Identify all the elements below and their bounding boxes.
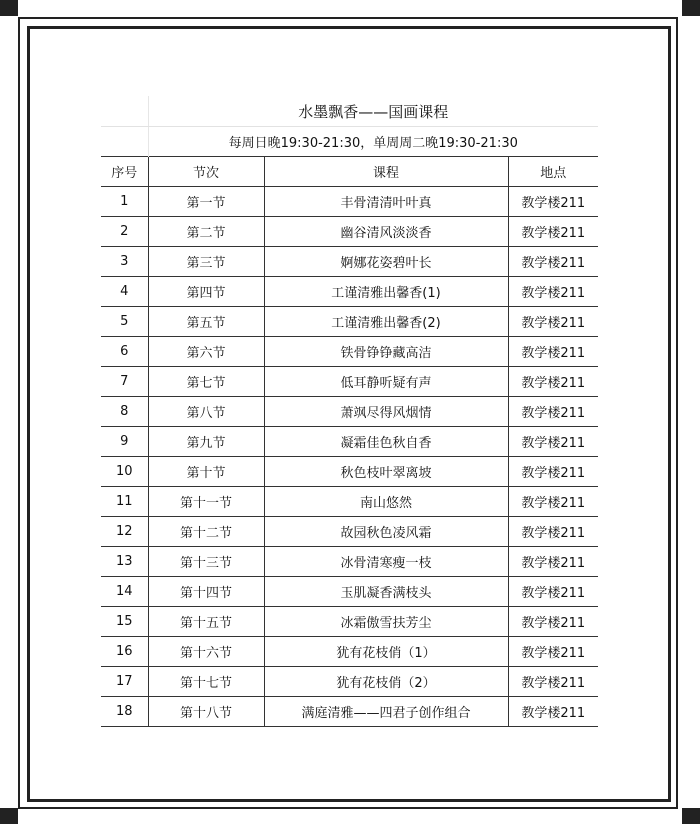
row-session: 第九节 bbox=[148, 427, 264, 457]
row-location: 教学楼211 bbox=[508, 607, 598, 637]
header-number: 序号 bbox=[101, 157, 148, 187]
row-session: 第六节 bbox=[148, 337, 264, 367]
row-session: 第七节 bbox=[148, 367, 264, 397]
row-session: 第十八节 bbox=[148, 697, 264, 727]
row-lesson: 萧飒尽得风烟情 bbox=[264, 397, 508, 427]
row-location: 教学楼211 bbox=[508, 367, 598, 397]
row-location: 教学楼211 bbox=[508, 457, 598, 487]
row-lesson: 冰骨清寒瘦一枝 bbox=[264, 547, 508, 577]
row-location: 教学楼211 bbox=[508, 247, 598, 277]
row-lesson: 玉肌凝香满枝头 bbox=[264, 577, 508, 607]
table-row bbox=[101, 367, 598, 397]
corner-block-top-right bbox=[682, 0, 700, 16]
table-row bbox=[101, 247, 598, 277]
row-session: 第四节 bbox=[148, 277, 264, 307]
row-number: 14 bbox=[101, 577, 148, 607]
title-blank-cell bbox=[101, 96, 148, 127]
row-number: 10 bbox=[101, 457, 148, 487]
row-lesson: 犹有花枝俏（2） bbox=[264, 667, 508, 697]
corner-block-bottom-right bbox=[682, 808, 700, 824]
row-session: 第十七节 bbox=[148, 667, 264, 697]
row-session: 第十五节 bbox=[148, 607, 264, 637]
course-schedule-table bbox=[101, 96, 598, 727]
row-number: 5 bbox=[101, 307, 148, 337]
corner-block-bottom-left bbox=[0, 808, 18, 824]
row-session: 第五节 bbox=[148, 307, 264, 337]
title-row bbox=[101, 96, 598, 127]
row-location: 教学楼211 bbox=[508, 577, 598, 607]
row-lesson: 工谨清雅出馨香(2) bbox=[264, 307, 508, 337]
row-number: 4 bbox=[101, 277, 148, 307]
table-row bbox=[101, 427, 598, 457]
row-lesson: 婀娜花姿碧叶长 bbox=[264, 247, 508, 277]
row-location: 教学楼211 bbox=[508, 637, 598, 667]
row-location: 教学楼211 bbox=[508, 187, 598, 217]
row-number: 1 bbox=[101, 187, 148, 217]
row-number: 15 bbox=[101, 607, 148, 637]
row-number: 7 bbox=[101, 367, 148, 397]
header-lesson: 课程 bbox=[264, 157, 508, 187]
row-session: 第十节 bbox=[148, 457, 264, 487]
table-row bbox=[101, 577, 598, 607]
row-lesson: 故园秋色凌风霜 bbox=[264, 517, 508, 547]
row-lesson: 犹有花枝俏（1） bbox=[264, 637, 508, 667]
table-row bbox=[101, 187, 598, 217]
table-header-row bbox=[101, 157, 598, 187]
table-row bbox=[101, 307, 598, 337]
row-number: 2 bbox=[101, 217, 148, 247]
table-row bbox=[101, 697, 598, 727]
row-number: 17 bbox=[101, 667, 148, 697]
row-lesson: 丰骨清清叶叶真 bbox=[264, 187, 508, 217]
table-row bbox=[101, 217, 598, 247]
row-session: 第三节 bbox=[148, 247, 264, 277]
row-location: 教学楼211 bbox=[508, 487, 598, 517]
row-lesson: 南山悠然 bbox=[264, 487, 508, 517]
table-row bbox=[101, 487, 598, 517]
row-number: 6 bbox=[101, 337, 148, 367]
row-location: 教学楼211 bbox=[508, 307, 598, 337]
row-session: 第一节 bbox=[148, 187, 264, 217]
row-location: 教学楼211 bbox=[508, 697, 598, 727]
row-lesson: 低耳静听疑有声 bbox=[264, 367, 508, 397]
table-row bbox=[101, 547, 598, 577]
table-row bbox=[101, 277, 598, 307]
table-row bbox=[101, 397, 598, 427]
schedule-blank-cell bbox=[101, 127, 148, 157]
row-location: 教学楼211 bbox=[508, 667, 598, 697]
table-row bbox=[101, 457, 598, 487]
table-row bbox=[101, 337, 598, 367]
row-location: 教学楼211 bbox=[508, 217, 598, 247]
row-lesson: 满庭清雅——四君子创作组合 bbox=[264, 697, 508, 727]
table-row bbox=[101, 607, 598, 637]
row-session: 第十三节 bbox=[148, 547, 264, 577]
row-session: 第八节 bbox=[148, 397, 264, 427]
row-number: 11 bbox=[101, 487, 148, 517]
row-number: 8 bbox=[101, 397, 148, 427]
row-number: 12 bbox=[101, 517, 148, 547]
row-lesson: 工谨清雅出馨香(1) bbox=[264, 277, 508, 307]
row-location: 教学楼211 bbox=[508, 547, 598, 577]
row-session: 第二节 bbox=[148, 217, 264, 247]
row-number: 9 bbox=[101, 427, 148, 457]
row-lesson: 凝霜佳色秋自香 bbox=[264, 427, 508, 457]
row-lesson: 冰霜傲雪扶芳尘 bbox=[264, 607, 508, 637]
row-number: 16 bbox=[101, 637, 148, 667]
row-session: 第十四节 bbox=[148, 577, 264, 607]
row-location: 教学楼211 bbox=[508, 337, 598, 367]
row-session: 第十一节 bbox=[148, 487, 264, 517]
schedule-time-row bbox=[101, 127, 598, 157]
row-number: 3 bbox=[101, 247, 148, 277]
row-lesson: 秋色枝叶翠离坡 bbox=[264, 457, 508, 487]
row-lesson: 铁骨铮铮藏高洁 bbox=[264, 337, 508, 367]
corner-block-top-left bbox=[0, 0, 18, 16]
row-lesson: 幽谷清风淡淡香 bbox=[264, 217, 508, 247]
header-location: 地点 bbox=[508, 157, 598, 187]
row-number: 18 bbox=[101, 697, 148, 727]
row-location: 教学楼211 bbox=[508, 397, 598, 427]
row-location: 教学楼211 bbox=[508, 517, 598, 547]
schedule-time: 每周日晚19:30-21:30，单周周二晚19:30-21:30 bbox=[228, 136, 518, 151]
row-location: 教学楼211 bbox=[508, 427, 598, 457]
row-session: 第十二节 bbox=[148, 517, 264, 547]
row-session: 第十六节 bbox=[148, 637, 264, 667]
table-row bbox=[101, 667, 598, 697]
table-row bbox=[101, 517, 598, 547]
row-location: 教学楼211 bbox=[508, 277, 598, 307]
table-row bbox=[101, 637, 598, 667]
row-number: 13 bbox=[101, 547, 148, 577]
header-session: 节次 bbox=[148, 157, 264, 187]
course-title: 水墨飘香——国画课程 bbox=[148, 96, 598, 127]
